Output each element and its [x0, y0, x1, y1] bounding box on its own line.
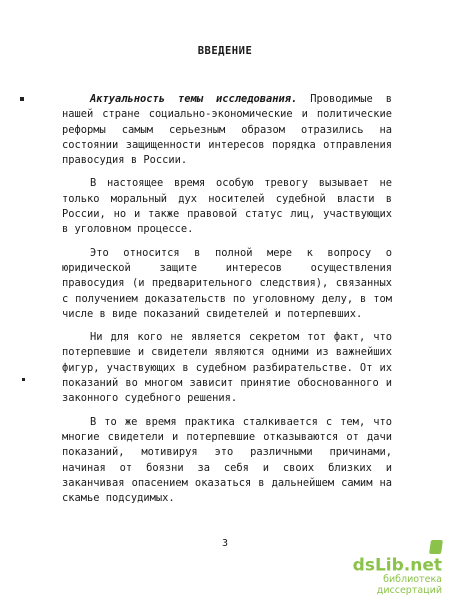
page-number: 3 [221, 538, 229, 549]
paragraph-text: Проводимые в нашей стране социально-экономические и политические реформы самым серьезным образом отразились на состоянии защищенности интересов порядка отправления правосудия в России. [62, 93, 392, 167]
paragraph-text: В настоящее время особую тревогу вызывает не только моральный дух носителей судебной власти в России, но и также правовой статус лиц, участвующих в уголовном процессе. [62, 177, 392, 236]
paragraph-text: Ни для кого не является секретом тот факт, что потерпевшие и свидетели являются одними из важнейших фигур, участвующих в судебном разбирательстве. От их показаний во многом зависит принятие обоснованного и законного судебного решения. [62, 331, 392, 405]
paragraph [62, 246, 392, 322]
watermark-brand: dsLib.net [352, 555, 442, 576]
scan-mark [20, 97, 24, 101]
paragraph [62, 415, 392, 507]
document-title: ВВЕДЕНИЕ [197, 45, 253, 57]
watermark-subtitle: библиотека диссертаций [376, 573, 442, 596]
scan-mark [22, 378, 25, 381]
paragraph-text: В то же время практика сталкивается с тем, что многие свидетели и потерпевшие отказываются от дачи показаний, мотивируя это различными причинами, начиная от боязни за себя и своих близких и заканчивая опасением оказаться в дальнейшем самим на скамье подсудимых. [62, 415, 392, 505]
paragraph-text: Это относится в полной мере к вопросу о юридической защите интересов осуществления правосудия (и предварительного следствия), связанных с получением доказательств по уголовному делу, в том числе в виде показаний свидетелей и потерпевших. [62, 246, 392, 320]
paragraph [62, 92, 392, 168]
book-icon [429, 540, 443, 554]
paragraph-lead: Актуальность темы исследования. [90, 93, 298, 105]
paragraph [62, 330, 392, 406]
paragraph [62, 176, 392, 237]
document-body [62, 92, 392, 514]
watermark [342, 536, 442, 596]
